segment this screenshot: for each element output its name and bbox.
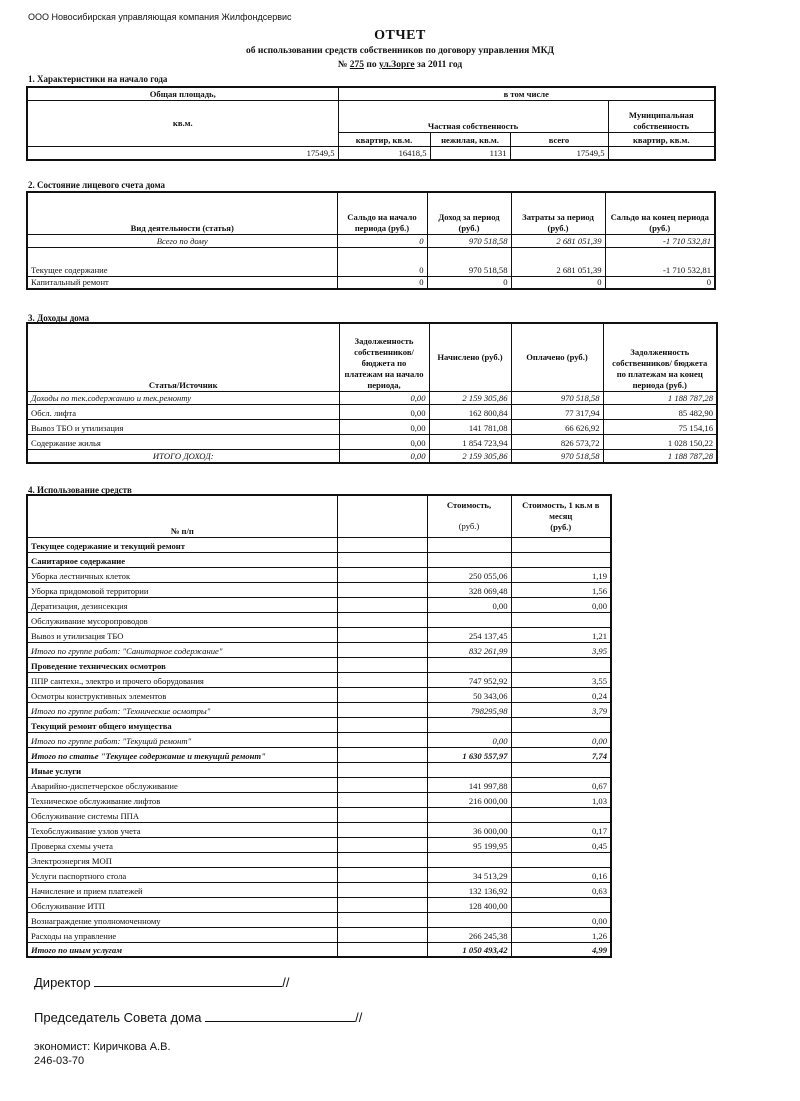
usage-row-name: Обслуживание мусоропроводов	[27, 612, 337, 627]
header-nonresidential: нежилая, кв.м.	[430, 132, 510, 146]
report-year: за 2011 год	[417, 60, 463, 70]
income-row-charged: 2 159 305,86	[429, 391, 511, 404]
header-debt-open: Задолженность собственников/ бюджета по платежам на начало периода,	[339, 323, 429, 391]
usage-row-name: Санитарное содержание	[27, 552, 337, 567]
section-3-title: 3. Доходы дома	[28, 313, 90, 323]
usage-row-cost: 50 343,06	[427, 687, 511, 702]
usage-row	[27, 687, 611, 702]
account-row-cost: 2 681 051,39	[511, 247, 605, 276]
usage-row-per-m2: 1,56	[511, 582, 611, 597]
usage-row-per-m2	[511, 852, 611, 867]
usage-row-name: Обслуживание ИТП	[27, 897, 337, 912]
usage-row-per-m2	[511, 537, 611, 552]
header-cost-label: Стоимость,	[446, 500, 492, 511]
characteristics-table	[26, 86, 716, 161]
usage-row-name: Проведение технических осмотров	[27, 657, 337, 672]
usage-row-name: Техобслуживание узлов учета	[27, 822, 337, 837]
usage-row-blank	[337, 927, 427, 942]
account-row-name: Всего по дому	[27, 234, 337, 247]
usage-row-name: Аварийно-диспетчерское обслуживание	[27, 777, 337, 792]
usage-row	[27, 942, 611, 957]
income-total-debt-open: 0,00	[339, 449, 429, 463]
header-cost-unit: (руб.)	[458, 521, 480, 532]
income-row-paid: 826 573,72	[511, 434, 603, 449]
usage-row-per-m2: 3,55	[511, 672, 611, 687]
account-row-income: 970 518,58	[427, 247, 511, 276]
usage-row-name: Итого по группе работ: "Текущий ремонт"	[27, 732, 337, 747]
income-row-debt-close: 75 154,16	[603, 419, 717, 434]
income-row-paid: 77 317,94	[511, 404, 603, 419]
income-table	[26, 322, 718, 464]
value-total-area: 17549,5	[27, 146, 338, 160]
usage-row-cost	[427, 537, 511, 552]
usage-row	[27, 612, 611, 627]
income-total-name: ИТОГО ДОХОД:	[27, 449, 339, 463]
report-contract-line	[0, 60, 800, 70]
account-row-income: 0	[427, 276, 511, 289]
usage-row-cost	[427, 762, 511, 777]
usage-row	[27, 852, 611, 867]
chairman-label: Председатель Совета дома	[34, 1010, 202, 1025]
usage-row	[27, 867, 611, 882]
usage-row-per-m2: 3,79	[511, 702, 611, 717]
usage-row	[27, 897, 611, 912]
usage-row-blank	[337, 762, 427, 777]
header-including: в том числе	[338, 87, 715, 100]
usage-row	[27, 567, 611, 582]
account-row-income: 970 518,58	[427, 234, 511, 247]
header-balance-close: Сальдо на конец периода (руб.)	[605, 192, 715, 234]
usage-row	[27, 792, 611, 807]
usage-row-blank	[337, 732, 427, 747]
header-blank	[337, 495, 427, 537]
usage-row-per-m2: 0,63	[511, 882, 611, 897]
usage-row-cost: 95 199,95	[427, 837, 511, 852]
usage-row-name: Вывоз и утилизация ТБО	[27, 627, 337, 642]
usage-row	[27, 552, 611, 567]
header-apartments: квартир, кв.м.	[338, 132, 430, 146]
usage-row-blank	[337, 882, 427, 897]
usage-row-cost: 216 000,00	[427, 792, 511, 807]
usage-row	[27, 732, 611, 747]
usage-row-per-m2	[511, 717, 611, 732]
header-costs: Затраты за период (руб.)	[511, 192, 605, 234]
account-row-close: -1 710 532,81	[605, 234, 715, 247]
usage-row-blank	[337, 807, 427, 822]
usage-row-name: ППР сантехн., электро и прочего оборудования	[27, 672, 337, 687]
usage-row-blank	[337, 537, 427, 552]
income-row-name: Содержание жилья	[27, 434, 339, 449]
usage-row-cost	[427, 552, 511, 567]
header-municipal: Муниципальная собственность	[608, 100, 715, 132]
usage-row	[27, 837, 611, 852]
usage-row	[27, 582, 611, 597]
economist: экономист: Киричкова А.В.	[34, 1041, 171, 1053]
header-income: Доход за период (руб.)	[427, 192, 511, 234]
usage-row	[27, 777, 611, 792]
organization-name: ООО Новосибирская управляющая компания Жилфондсервис	[28, 12, 292, 22]
header-cost-per-m2	[511, 495, 611, 537]
usage-row-per-m2: 1,26	[511, 927, 611, 942]
income-row-debt-close: 1 028 150,22	[603, 434, 717, 449]
usage-row-per-m2: 0,45	[511, 837, 611, 852]
usage-row	[27, 927, 611, 942]
usage-row-cost	[427, 717, 511, 732]
usage-row-name: Техническое обслуживание лифтов	[27, 792, 337, 807]
header-cost-per-m2-unit: (руб.)	[550, 521, 572, 532]
income-row-name: Обсл. лифта	[27, 404, 339, 419]
address-prefix: по	[366, 60, 377, 70]
usage-row-name: Иные услуги	[27, 762, 337, 777]
usage-row-cost	[427, 912, 511, 927]
usage-row-cost: 1 630 557,97	[427, 747, 511, 762]
usage-row-name: Уборка придомовой территории	[27, 582, 337, 597]
usage-row-name: Электроэнергия МОП	[27, 852, 337, 867]
income-row-charged: 1 854 723,94	[429, 434, 511, 449]
header-municipal-apartments: квартир, кв.м.	[608, 132, 715, 146]
income-row-paid: 970 518,58	[511, 391, 603, 404]
income-row-debt-close: 85 482,90	[603, 404, 717, 419]
usage-row-blank	[337, 822, 427, 837]
header-balance-open: Сальдо на начало периода (руб.)	[337, 192, 427, 234]
director-signature	[34, 974, 290, 990]
usage-row-cost: 747 952,92	[427, 672, 511, 687]
usage-row-name: Вознаграждение уполномоченному	[27, 912, 337, 927]
usage-row-blank	[337, 792, 427, 807]
street-name: ул.Зорге	[378, 60, 415, 70]
usage-row-name: Услуги паспортного стола	[27, 867, 337, 882]
usage-row-per-m2: 0,00	[511, 597, 611, 612]
usage-row-blank	[337, 837, 427, 852]
contract-number: 275	[349, 60, 364, 70]
value-municipal	[608, 146, 715, 160]
account-row-name: Текущее содержание	[27, 247, 337, 276]
usage-row-cost	[427, 807, 511, 822]
usage-row-per-m2: 0,24	[511, 687, 611, 702]
header-charged: Начислено (руб.)	[429, 323, 511, 391]
account-state-table	[26, 191, 716, 290]
usage-row-name: Итого по группе работ: "Технические осмотры"	[27, 702, 337, 717]
director-signature-line	[94, 974, 282, 987]
income-total-charged: 2 159 305,86	[429, 449, 511, 463]
usage-row-cost: 36 000,00	[427, 822, 511, 837]
usage-row-blank	[337, 552, 427, 567]
usage-row-per-m2: 1,03	[511, 792, 611, 807]
header-activity: Вид деятельности (статья)	[27, 192, 337, 234]
usage-row-blank	[337, 627, 427, 642]
header-total-area-unit: кв.м.	[27, 100, 338, 146]
usage-row-per-m2	[511, 657, 611, 672]
usage-row-per-m2	[511, 807, 611, 822]
director-slashes: //	[282, 975, 290, 990]
usage-row-blank	[337, 657, 427, 672]
usage-row-cost: 34 513,29	[427, 867, 511, 882]
economist-phone: 246-03-70	[34, 1055, 85, 1067]
usage-row-blank	[337, 777, 427, 792]
usage-row-name: Уборка лестничных клеток	[27, 567, 337, 582]
chairman-slashes: //	[355, 1010, 363, 1025]
income-row-debt-open: 0,00	[339, 419, 429, 434]
income-total-debt-close: 1 188 787,28	[603, 449, 717, 463]
usage-row	[27, 822, 611, 837]
usage-row-blank	[337, 747, 427, 762]
income-row-charged: 162 800,84	[429, 404, 511, 419]
usage-row	[27, 537, 611, 552]
usage-row-cost: 254 137,45	[427, 627, 511, 642]
usage-row-name: Проверка схемы учета	[27, 837, 337, 852]
header-cost-per-m2-label: Стоимость, 1 кв.м в месяц	[522, 499, 600, 521]
usage-row-cost: 1 050 493,42	[427, 942, 511, 957]
usage-row-blank	[337, 717, 427, 732]
usage-row-per-m2	[511, 552, 611, 567]
usage-row-name: Начисление и прием платежей	[27, 882, 337, 897]
usage-row	[27, 702, 611, 717]
usage-row-per-m2: 3,95	[511, 642, 611, 657]
account-row-open: 0	[337, 234, 427, 247]
usage-row-cost: 132 136,92	[427, 882, 511, 897]
usage-row-name: Расходы на управление	[27, 927, 337, 942]
usage-row-name: Итого по иным услугам	[27, 942, 337, 957]
usage-row-cost: 798295,98	[427, 702, 511, 717]
chairman-signature-line	[205, 1009, 355, 1022]
usage-row-blank	[337, 582, 427, 597]
header-row-number: № п/п	[27, 495, 337, 537]
usage-row-per-m2: 1,21	[511, 627, 611, 642]
section-1-title: 1. Характеристики на начало года	[28, 74, 168, 84]
funds-usage-table	[26, 494, 612, 958]
usage-row-cost	[427, 612, 511, 627]
income-row-charged: 141 781,08	[429, 419, 511, 434]
usage-row-per-m2: 7,74	[511, 747, 611, 762]
usage-row-per-m2: 0,16	[511, 867, 611, 882]
income-row-paid: 66 626,92	[511, 419, 603, 434]
usage-row-name: Обслуживание системы ППА	[27, 807, 337, 822]
usage-row	[27, 762, 611, 777]
usage-row	[27, 642, 611, 657]
usage-row-per-m2: 1,19	[511, 567, 611, 582]
section-4-title: 4. Использование средств	[28, 485, 132, 495]
header-paid: Оплачено (руб.)	[511, 323, 603, 391]
usage-row-per-m2	[511, 762, 611, 777]
section-2-title: 2. Состояние лицевого счета дома	[28, 180, 166, 190]
income-row-debt-open: 0,00	[339, 404, 429, 419]
header-debt-close: Задолженность собственников/ бюджета по платежам на конец периода (руб.)	[603, 323, 717, 391]
report-title: ОТЧЕТ	[374, 28, 426, 43]
usage-row-blank	[337, 912, 427, 927]
account-row-close: -1 710 532,81	[605, 247, 715, 276]
usage-row-blank	[337, 642, 427, 657]
usage-row-blank	[337, 852, 427, 867]
usage-row-blank	[337, 942, 427, 957]
usage-row-blank	[337, 897, 427, 912]
header-private: Частная собственность	[338, 100, 608, 132]
usage-row-cost	[427, 657, 511, 672]
usage-row-cost: 250 055,06	[427, 567, 511, 582]
usage-row	[27, 807, 611, 822]
usage-row-per-m2	[511, 612, 611, 627]
usage-row-cost: 128 400,00	[427, 897, 511, 912]
header-all: всего	[510, 132, 608, 146]
income-row-debt-open: 0,00	[339, 391, 429, 404]
usage-row-name: Итого по группе работ: "Санитарное содержание"	[27, 642, 337, 657]
report-subtitle: об использовании средств собственников по договору управления МКД	[246, 46, 554, 56]
usage-row-per-m2: 0,17	[511, 822, 611, 837]
usage-row	[27, 672, 611, 687]
income-row-name: Вывоз ТБО и утилизация	[27, 419, 339, 434]
usage-row-cost: 266 245,38	[427, 927, 511, 942]
income-row-debt-close: 1 188 787,28	[603, 391, 717, 404]
usage-row-per-m2	[511, 897, 611, 912]
usage-row	[27, 882, 611, 897]
usage-row-name: Осмотры конструктивных элементов	[27, 687, 337, 702]
usage-row-blank	[337, 702, 427, 717]
income-row-name: Доходы по тек.содержанию и тек.ремонту	[27, 391, 339, 404]
usage-row-cost: 141 997,88	[427, 777, 511, 792]
usage-row-cost: 0,00	[427, 732, 511, 747]
usage-row	[27, 912, 611, 927]
usage-row	[27, 747, 611, 762]
usage-row	[27, 597, 611, 612]
account-row-open: 0	[337, 276, 427, 289]
usage-row-blank	[337, 567, 427, 582]
chairman-signature	[34, 1009, 362, 1025]
usage-row-name: Дератизация, дезинсекция	[27, 597, 337, 612]
director-label: Директор	[34, 975, 91, 990]
account-row-cost: 2 681 051,39	[511, 234, 605, 247]
account-row-close: 0	[605, 276, 715, 289]
usage-row	[27, 717, 611, 732]
usage-row-name: Итого по статье "Текущее содержание и текущий ремонт"	[27, 747, 337, 762]
usage-row-blank	[337, 687, 427, 702]
usage-row-per-m2: 0,00	[511, 732, 611, 747]
usage-row-blank	[337, 672, 427, 687]
usage-row-per-m2: 4,99	[511, 942, 611, 957]
usage-row-cost: 0,00	[427, 597, 511, 612]
account-row-name: Капитальный ремонт	[27, 276, 337, 289]
usage-row-cost	[427, 852, 511, 867]
header-source: Статья/Источник	[27, 323, 339, 391]
usage-row-cost: 832 261,99	[427, 642, 511, 657]
usage-row-per-m2: 0,67	[511, 777, 611, 792]
contract-no-prefix: №	[337, 60, 348, 70]
usage-row	[27, 657, 611, 672]
usage-row-blank	[337, 612, 427, 627]
value-all: 17549,5	[510, 146, 608, 160]
usage-row-name: Текущий ремонт общего имущества	[27, 717, 337, 732]
usage-row-name: Текущее содержание и текущий ремонт	[27, 537, 337, 552]
usage-row-cost: 328 069,48	[427, 582, 511, 597]
usage-row-blank	[337, 597, 427, 612]
value-nonresidential: 1131	[430, 146, 510, 160]
usage-row	[27, 627, 611, 642]
account-row-cost: 0	[511, 276, 605, 289]
header-cost	[427, 495, 511, 537]
account-row-open: 0	[337, 247, 427, 276]
value-apartments: 16418,5	[338, 146, 430, 160]
header-total-area: Общая площадь,	[27, 87, 338, 100]
income-total-paid: 970 518,58	[511, 449, 603, 463]
usage-row-per-m2: 0,00	[511, 912, 611, 927]
income-row-debt-open: 0,00	[339, 434, 429, 449]
usage-row-blank	[337, 867, 427, 882]
